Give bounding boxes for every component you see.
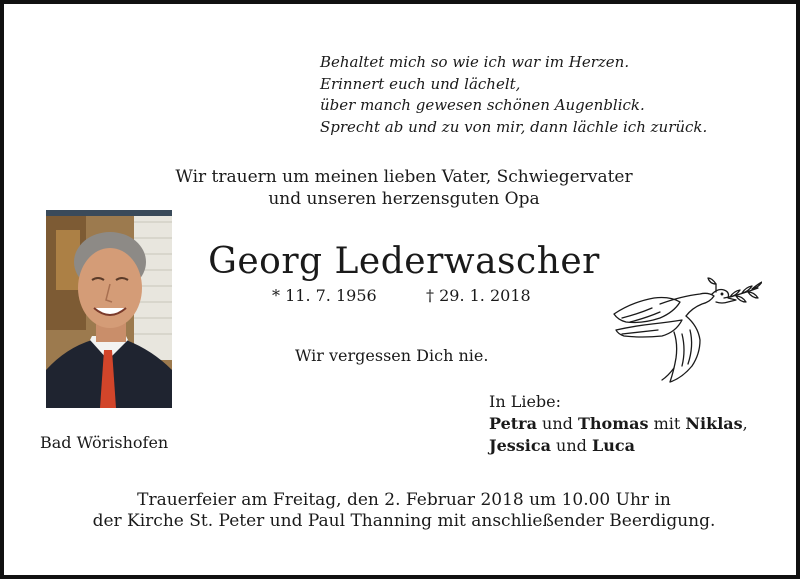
ceremony-line: der Kirche St. Peter und Paul Thanning mit anschließender Beerdigung. [92, 511, 716, 531]
intro-line: und unseren herzensguten Opa [268, 189, 540, 209]
family-line [489, 413, 748, 435]
dove-with-olive-branch-icon [612, 274, 762, 384]
family-connector: , [742, 414, 748, 433]
death-date: † 29. 1. 2018 [426, 286, 531, 305]
poem-line: Behaltet mich so wie ich war im Herzen. [320, 53, 630, 71]
family-connector: und [536, 414, 578, 433]
mourner-name: Niklas [685, 414, 743, 433]
mourner-name: Thomas [578, 414, 649, 433]
place-name: Bad Wörishofen [40, 433, 169, 452]
intro-line: Wir trauern um meinen lieben Vater, Schwiegervater [175, 167, 633, 187]
poem-line: Sprecht ab und zu von mir, dann lächle ich zurück. [320, 117, 708, 136]
memorial-motto: Wir vergessen Dich nie. [295, 346, 489, 365]
mourner-name: Petra [489, 414, 537, 433]
deceased-name: Georg Lederwascher [208, 241, 600, 282]
mourning-intro [4, 166, 800, 210]
family-line [489, 435, 748, 457]
family-heading: In Liebe: [489, 392, 562, 411]
poem-line: über manch gewesen schönen Augenblick. [320, 96, 645, 114]
family-connector: mit [648, 414, 686, 433]
funeral-details [4, 490, 800, 532]
memorial-poem [320, 52, 707, 138]
family-connector: und [550, 436, 592, 455]
mourners-list [489, 391, 748, 457]
mourner-name: Jessica [489, 436, 551, 455]
ceremony-line: Trauerfeier am Freitag, den 2. Februar 2018 um 10.00 Uhr in [137, 490, 671, 510]
mourner-name: Luca [591, 436, 635, 455]
poem-line: Erinnert euch und lächelt, [320, 74, 521, 93]
birth-date: * 11. 7. 1956 [272, 286, 377, 305]
